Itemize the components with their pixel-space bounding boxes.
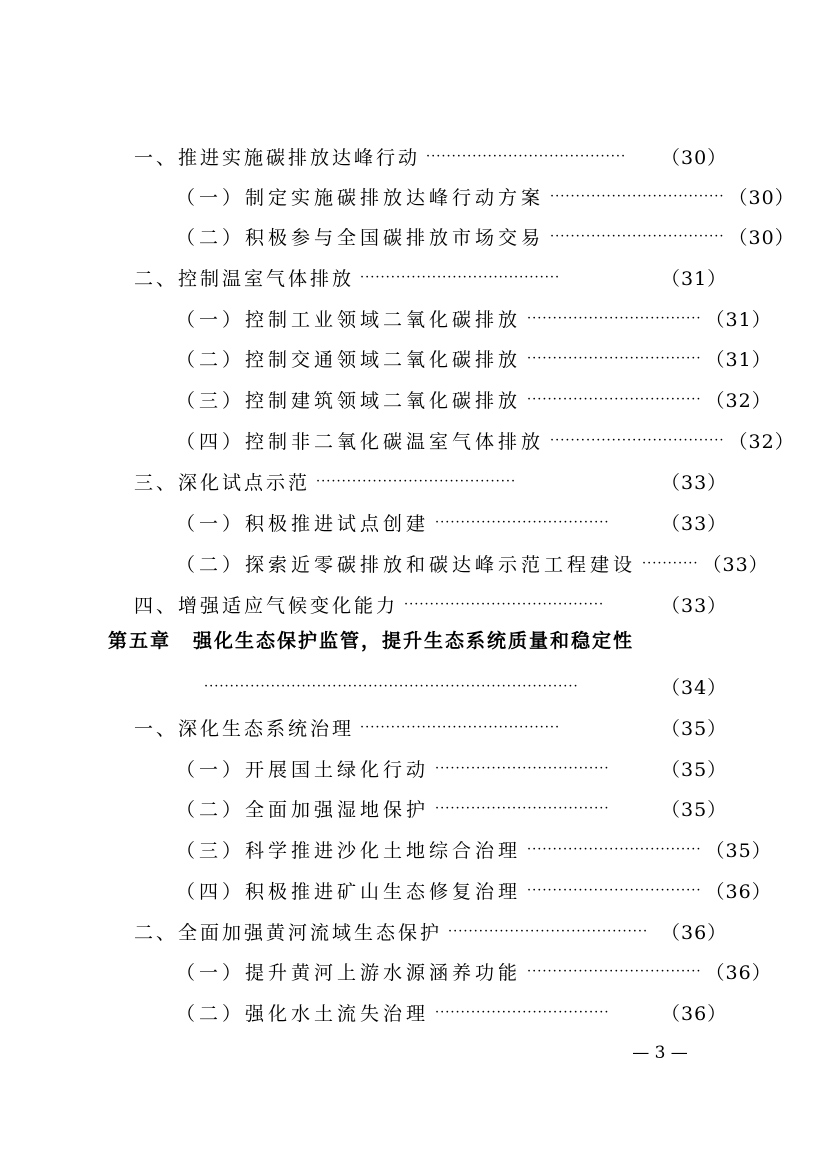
toc-entry — [0, 870, 827, 911]
toc-entry — [0, 502, 827, 543]
toc-page-number: （36） — [661, 1003, 728, 1025]
toc-entry-title: （二）全面加强湿地保护 — [176, 799, 430, 821]
toc-leader-dots: ··········· — [642, 556, 699, 571]
toc-entry-title: （一）开展国土绿化行动 — [176, 759, 430, 781]
toc-page-number: （36） — [705, 881, 772, 903]
toc-entry — [0, 992, 827, 1033]
toc-entry — [0, 951, 827, 992]
toc-leader-dots: ·································· — [527, 842, 702, 857]
toc-leader-dots: ·································· — [550, 189, 725, 204]
toc-entry-title: （四）积极推进矿山生态修复治理 — [176, 881, 522, 903]
toc-entry — [0, 216, 827, 257]
toc-entry-title: 一、深化生态系统治理 — [134, 718, 355, 740]
toc-leader-dots: ·································· — [435, 761, 610, 776]
toc-entry — [0, 136, 827, 177]
toc-entry — [0, 338, 827, 379]
toc-entry — [0, 829, 827, 870]
toc-page-number: （34） — [661, 677, 728, 699]
toc-entry-title: 三、深化试点示范 — [134, 472, 311, 494]
toc-page-number: （35） — [661, 799, 728, 821]
toc-entry — [0, 176, 827, 217]
toc-entry — [0, 379, 827, 420]
toc-entry-title: （二）控制交通领域二氧化碳排放 — [176, 349, 522, 371]
toc-page-number: （31） — [661, 268, 728, 290]
toc-entry-title: （一）积极推进试点创建 — [176, 513, 430, 535]
toc-page-number: （30） — [661, 147, 728, 169]
toc-leader-dots: ········································································· — [204, 679, 579, 694]
toc-entry — [0, 543, 827, 584]
toc-entry — [0, 748, 827, 789]
toc-leader-dots: ·································· — [527, 351, 702, 366]
toc-entry — [0, 788, 827, 829]
toc-page-number: （33） — [702, 554, 769, 576]
toc-entry-title: （二）探索近零碳排放和碳达峰示范工程建设 — [176, 554, 637, 576]
toc-leader-dots: ·································· — [435, 515, 610, 530]
toc-leader-dots: ·································· — [435, 801, 610, 816]
toc-entry-title: 二、全面加强黄河流域生态保护 — [134, 922, 443, 944]
toc-page-number: （31） — [705, 309, 772, 331]
toc-page-number: （35） — [661, 759, 728, 781]
toc-leader-dots: ······································· — [404, 597, 605, 612]
toc-entry-title: （四）控制非二氧化碳温室气体排放 — [176, 431, 545, 453]
toc-page-number: （35） — [661, 718, 728, 740]
toc-leader-dots: ······································· — [360, 720, 561, 735]
toc-entry-title: （二）强化水土流失治理 — [176, 1003, 430, 1025]
toc-page-number: （33） — [661, 595, 728, 617]
toc-leader-dots: ·································· — [550, 229, 725, 244]
toc-entry-title: 四、增强适应气候变化能力 — [134, 595, 399, 617]
toc-page-number: （30） — [728, 187, 795, 209]
toc-entry-title: （三）科学推进沙化土地综合治理 — [176, 840, 522, 862]
toc-leader-dots: ······································· — [426, 149, 627, 164]
toc-entry — [0, 257, 827, 298]
toc-entry-title: （一）制定实施碳排放达峰行动方案 — [176, 187, 545, 209]
toc-page-number: （33） — [661, 472, 728, 494]
toc-leader-dots: ·································· — [527, 311, 702, 326]
toc-entry — [0, 911, 827, 952]
toc-entry — [0, 707, 827, 748]
toc-leader-dots: ······································· — [316, 474, 517, 489]
toc-leader-dots: ·································· — [527, 392, 702, 407]
chapter-label: 第五章 — [108, 630, 172, 652]
toc-entry-title: 二、控制温室气体排放 — [134, 268, 355, 290]
toc-leader-dots: ·································· — [527, 883, 702, 898]
toc-page-number: （36） — [661, 922, 728, 944]
toc-leader-dots: ·································· — [527, 964, 702, 979]
toc-leader-dots: ······································· — [360, 270, 561, 285]
toc-page-number: （30） — [728, 227, 795, 249]
toc-page-number: （35） — [705, 840, 772, 862]
toc-page-number: （32） — [728, 431, 795, 453]
toc-page-number: （33） — [661, 513, 728, 535]
toc-entry-title: （三）控制建筑领域二氧化碳排放 — [176, 390, 522, 412]
toc-entry — [0, 584, 827, 625]
toc-entry-title: （二）积极参与全国碳排放市场交易 — [176, 227, 545, 249]
toc-page-number: （31） — [705, 349, 772, 371]
toc-page-number: （32） — [705, 390, 772, 412]
toc-page-number: （36） — [705, 962, 772, 984]
toc-entry-title: 一、推进实施碳排放达峰行动 — [134, 147, 421, 169]
toc-entry-title: （一）控制工业领域二氧化碳排放 — [176, 309, 522, 331]
toc-entry — [0, 420, 827, 461]
toc-entry — [0, 461, 827, 502]
toc-leader-dots: ·································· — [550, 433, 725, 448]
chapter-page-line — [0, 666, 827, 707]
toc-entry-title: （一）提升黄河上游水源涵养功能 — [176, 962, 522, 984]
toc-leader-dots: ······································· — [448, 924, 649, 939]
toc-leader-dots: ·································· — [435, 1005, 610, 1020]
page-footer-number: — 3 — — [632, 1043, 688, 1063]
chapter-heading — [108, 626, 728, 653]
chapter-title: 强化生态保护监管，提升生态系统质量和稳定性 — [193, 630, 635, 652]
toc-entry — [0, 298, 827, 339]
